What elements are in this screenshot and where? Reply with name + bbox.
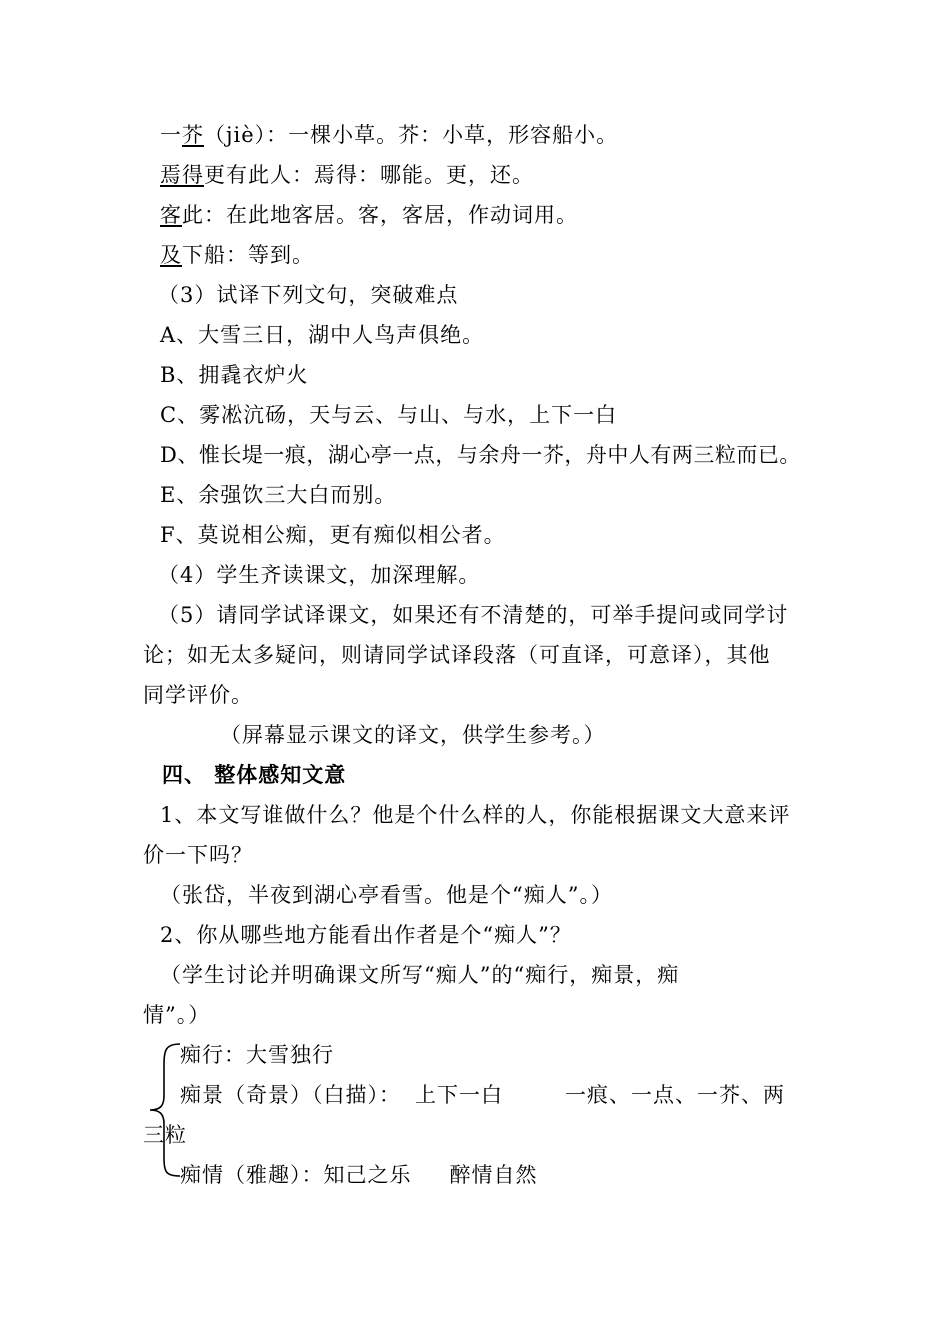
step-5-line-1: （5）请同学试译课文，如果还有不清楚的，可举手提问或同学讨: [158, 603, 789, 627]
sentence-a: A、大雪三日，湖中人鸟声俱绝。: [160, 323, 485, 347]
vocab-line-4: [160, 241, 314, 269]
summary-row-2-wrap: 三粒: [143, 1123, 187, 1147]
summary-row-1: 痴行：大雪独行: [180, 1043, 334, 1067]
section-4-title: 四、 整体感知文意: [162, 762, 347, 787]
summary-label: 痴景（奇景）（白描）：: [180, 1083, 401, 1107]
sentence-c: C、雾凇沆砀，天与云、与山、与水，上下一白: [160, 403, 618, 427]
step-3-heading: （3）试译下列文句，突破难点: [158, 283, 459, 307]
sentence-d: D、惟长堤一痕，湖心亭一点，与余舟一芥，舟中人有两三粒而已。: [160, 443, 801, 467]
vocab-term: 及: [160, 243, 182, 267]
vocab-explanation: 下船：等到。: [182, 243, 314, 267]
vocab-term: 焉得: [160, 163, 204, 187]
sentence-e: E、余强饮三大白而别。: [160, 483, 397, 507]
vocab-line-1: [160, 121, 618, 149]
screen-note: （屏幕显示课文的译文，供学生参考。）: [220, 723, 606, 747]
sentence-f: F、莫说相公痴，更有痴似相公者。: [160, 523, 506, 547]
answer-1: （张岱，半夜到湖心亭看雪。他是个“痴人”。）: [160, 883, 613, 907]
question-1-line-2: 价一下吗？: [143, 843, 253, 867]
sentence-b: B、拥毳衣炉火: [160, 363, 309, 387]
step-5-line-3: 同学评价。: [143, 683, 253, 707]
question-1-line-1: 1、本文写谁做什么？他是个什么样的人，你能根据课文大意来评: [160, 803, 791, 827]
summary-value: 醉情自然: [449, 1163, 538, 1187]
step-5-line-2: 论；如无太多疑问，则请同学试译段落（可直译，可意译），其他: [143, 643, 771, 667]
answer-2-line-2: 情”。）: [143, 1003, 211, 1027]
vocab-line-2: [160, 161, 534, 189]
vocab-line-3: [160, 201, 578, 229]
vocab-term: 客: [160, 203, 182, 227]
curly-brace: [142, 1040, 182, 1180]
summary-row-3: [180, 1161, 538, 1189]
vocab-explanation: 更有此人：焉得：哪能。更，还。: [204, 163, 534, 187]
summary-label: 痴情（雅趣）：知己之乐: [180, 1163, 412, 1187]
vocab-head: 一: [160, 123, 182, 147]
vocab-term: 芥: [182, 123, 204, 147]
step-4: （4）学生齐读课文，加深理解。: [158, 563, 481, 587]
question-2: 2、你从哪些地方能看出作者是个“痴人”？: [160, 923, 572, 947]
summary-row-2: [180, 1081, 785, 1109]
answer-2-line-1: （学生讨论并明确课文所写“痴人”的“痴行，痴景，痴: [160, 963, 680, 987]
summary-value: 一痕、一点、一芥、两: [565, 1083, 785, 1107]
vocab-explanation: （jiè）：一棵小草。芥：小草，形容船小。: [204, 123, 619, 147]
summary-value: 上下一白: [415, 1083, 503, 1107]
vocab-explanation: 此：在此地客居。客，客居，作动词用。: [182, 203, 578, 227]
